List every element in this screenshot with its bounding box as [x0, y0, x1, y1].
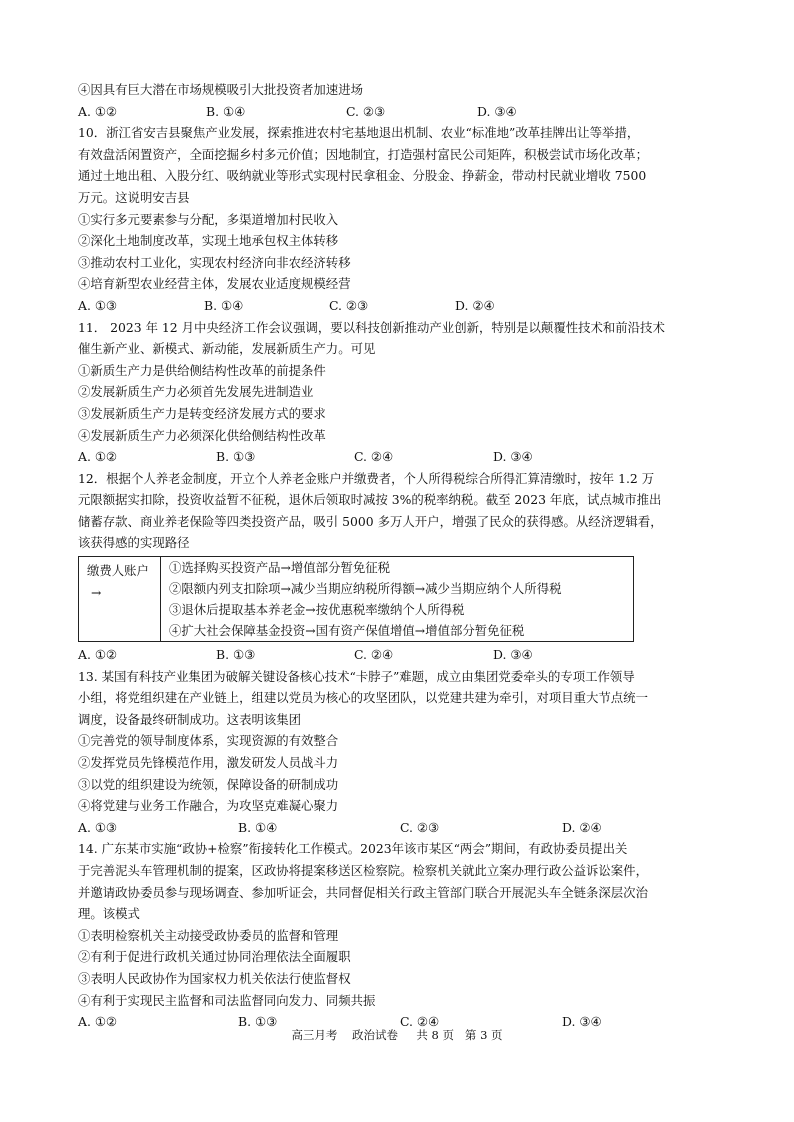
option-1: ①新质生产力是供给侧结构性改革的前提条件 — [78, 362, 326, 378]
option-3: ③推动农村工业化，实现农村经济向非农经济转移 — [78, 254, 351, 270]
answer-c[interactable]: C. ②③ — [329, 297, 369, 313]
question-stem-line: 13. 某国有科技产业集团为破解关键设备核心技术“卡脖子”难题，成立由集团党委牵头的专项工作领导 — [78, 668, 635, 684]
question-stem-line: 有效盘活闲置资产，全面挖掘乡村多元价值；因地制宜，打造强村富民公司矩阵，积极尝试市场化改革； — [78, 146, 648, 162]
option-2: ②深化土地制度改革，实现土地承包权主体转移 — [78, 233, 339, 249]
option-3: ③发展新质生产力是转变经济发展方式的要求 — [78, 405, 326, 421]
answer-c[interactable]: C. ②④ — [354, 449, 394, 465]
answer-c[interactable]: C. ②④ — [354, 647, 394, 663]
answer-d[interactable]: D. ③④ — [477, 103, 517, 119]
answer-b[interactable]: B. ①④ — [238, 819, 278, 835]
option-4: ④发展新质生产力必须深化供给侧结构性改革 — [78, 427, 326, 443]
answer-b[interactable]: B. ①④ — [204, 297, 244, 313]
answer-c[interactable]: C. ②③ — [400, 819, 440, 835]
question-stem-line: 储蓄存款、商业养老保险等四类投资产品，吸引 5000 多万人开户，增强了民众的获得感。从经济逻辑看， — [78, 513, 663, 529]
exam-page — [78, 79, 726, 1033]
answer-choices — [78, 446, 726, 468]
diagram-paths-cell — [161, 557, 561, 641]
option-1: ①完善党的领导制度体系，实现资源的有效整合 — [78, 733, 339, 749]
question-13 — [78, 666, 726, 839]
option-4: ④有利于实现民主监督和司法监督同向发力、同频共振 — [78, 992, 376, 1008]
diagram-path: ③退休后提取基本养老金→按优惠税率缴纳个人所得税 — [169, 602, 465, 618]
answer-choices — [78, 817, 726, 839]
question-stem-line: 小组，将党组织建在产业链上，组建以党员为核心的攻坚团队，以党建共建为牵引，对项目重大节点统一 — [78, 690, 648, 706]
option-1: ①表明检察机关主动接受政协委员的监督和管理 — [78, 927, 339, 943]
question-stem-line: 元限额据实扣除，投资收益暂不征税，退休后领取时减按 3%的税率纳税。截至 2023 年底，试点城市推出 — [78, 492, 662, 508]
diagram-path: ④扩大社会保障基金投资→国有资产保值增值→增值部分暂免征税 — [169, 623, 525, 639]
answer-a[interactable]: A. ①② — [78, 647, 118, 663]
answer-d[interactable]: D. ②④ — [455, 297, 495, 313]
answer-choices — [78, 644, 726, 666]
option-4: ④因具有巨大潜在市场规模吸引大批投资者加速进场 — [78, 82, 363, 97]
question-stem-line: 10．浙江省安吉县聚焦产业发展，探索推进农村宅基地退出机制、农业“标准地”改革挂牌出让等举措， — [78, 125, 640, 141]
question-9-tail — [78, 79, 726, 122]
answer-b[interactable]: B. ①③ — [216, 449, 256, 465]
option-2: ②发挥党员先锋模范作用，激发研发人员战斗力 — [78, 755, 339, 771]
arrow-icon: → — [91, 585, 102, 601]
question-stem-line: 14. 广东某市实施“政协+检察”衔接转化工作模式。2023年该市某区“两会”期间，有政协委员提出关 — [78, 841, 628, 857]
answer-a[interactable]: A. ①② — [78, 103, 118, 119]
option-4: ④培育新型农业经营主体，发展农业适度规模经营 — [78, 276, 351, 292]
option-3: ③表明人民政协作为国家权力机关依法行使监督权 — [78, 970, 351, 986]
answer-a[interactable]: A. ①③ — [78, 819, 118, 835]
tax-path-diagram — [78, 556, 634, 642]
answer-a[interactable]: A. ①② — [78, 1014, 118, 1030]
option-4: ④将党建与业务工作融合，为攻坚克难凝心聚力 — [78, 798, 339, 814]
answer-d[interactable]: D. ③④ — [562, 1014, 602, 1030]
question-stem-line: 调度，设备最终研制成功。这表明该集团 — [78, 711, 302, 727]
answer-c[interactable]: C. ②③ — [346, 103, 386, 119]
question-stem-line: 催生新产业、新模式、新动能，发展新质生产力。可见 — [78, 341, 376, 357]
question-stem-line: 通过土地出租、入股分红、吸纳就业等形式实现村民拿租金、分股金、挣薪金，带动村民就业增收 7500 — [78, 168, 647, 184]
answer-b[interactable]: B. ①④ — [206, 103, 246, 119]
answer-c[interactable]: C. ②④ — [400, 1014, 440, 1030]
question-stem-line: 该获得感的实现路径 — [78, 535, 190, 551]
answer-d[interactable]: D. ③④ — [493, 449, 533, 465]
question-stem-line: 于完善泥头车管理机制的提案，区政协将提案移送区检察院。检察机关就此立案办理行政公益诉讼案件， — [78, 863, 648, 878]
answer-choices — [78, 101, 726, 123]
answer-choices — [78, 295, 726, 317]
option-3: ③以党的组织建设为统领，保障设备的研制成功 — [78, 776, 339, 792]
answer-b[interactable]: B. ①③ — [238, 1014, 278, 1030]
question-14 — [78, 838, 726, 1032]
answer-d[interactable]: D. ②④ — [562, 819, 602, 835]
question-11 — [78, 317, 726, 468]
question-stem-line: 理。该模式 — [78, 906, 140, 922]
question-12 — [78, 468, 726, 666]
diagram-source-label: 缴费人账户 — [87, 563, 149, 579]
page-footer: 高三月考 政治试卷 共 8 页 第 3 页 — [291, 1028, 503, 1042]
question-stem-line: 12．根据个人养老金制度，开立个人养老金账户并缴费者，个人所得税综合所得汇算清缴时，按年 1.2 万 — [78, 470, 655, 486]
question-10 — [78, 122, 726, 316]
option-2: ②发展新质生产力必须首先发展先进制造业 — [78, 384, 314, 400]
diagram-path: ①选择购买投资产品→增值部分暂免征税 — [169, 560, 391, 576]
option-1: ①实行多元要素参与分配，多渠道增加村民收入 — [78, 211, 339, 227]
answer-d[interactable]: D. ③④ — [493, 647, 533, 663]
answer-a[interactable]: A. ①② — [78, 449, 118, 465]
diagram-source-cell — [79, 557, 161, 641]
answer-a[interactable]: A. ①③ — [78, 297, 118, 313]
answer-b[interactable]: B. ①③ — [216, 647, 256, 663]
question-stem-line: 11． 2023 年 12 月中央经济工作会议强调，要以科技创新推动产业创新，特别是以颠覆性技术和前沿技术 — [78, 319, 665, 335]
question-stem-line: 万元。这说明安吉县 — [78, 189, 190, 205]
question-stem-line: 并邀请政协委员参与现场调查、参加听证会，共同督促相关行政主管部门联合开展泥头车全链条深层次治 — [78, 884, 648, 900]
option-2: ②有利于促进行政机关通过协同治理依法全面履职 — [78, 949, 351, 965]
diagram-path: ②限额内列支扣除项→减少当期应纳税所得额→减少当期应纳个人所得税 — [169, 581, 562, 597]
